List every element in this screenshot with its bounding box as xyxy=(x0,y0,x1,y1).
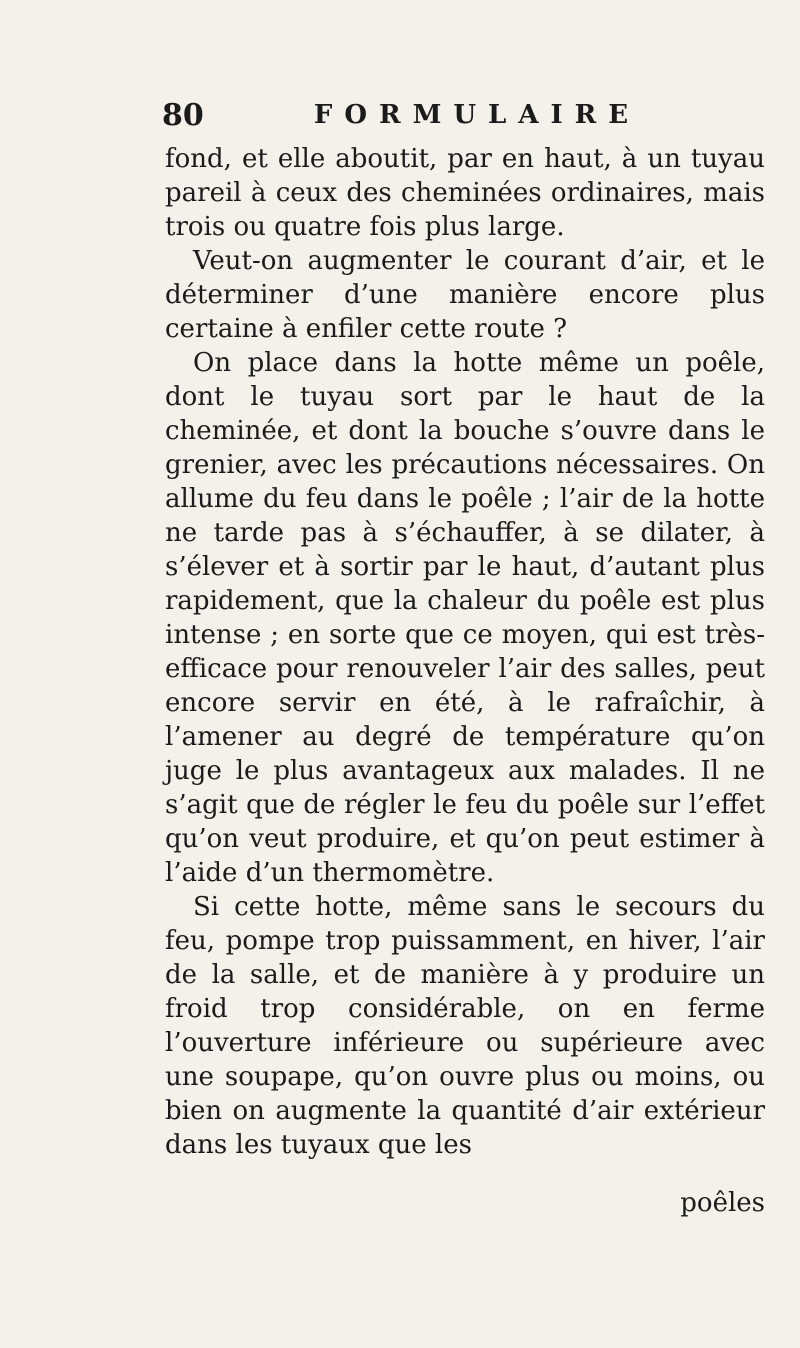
page-number: 80 xyxy=(162,98,204,133)
paragraph-4: Si cette hotte, même sans le secours du feu, pompe trop puissamment, en hiver, l’air de la salle, et de manière à y produire un froid trop considérable, on en ferme l’ouverture inférieure ou supérieure avec une soupape, qu’on ouvre plus ou moins, ou bien on augmente la quantité d’air extérieur dans les tuyaux que les xyxy=(165,892,765,1160)
page-header xyxy=(162,98,762,138)
paragraph-1: fond, et elle aboutit, par en haut, à un tuyau pareil à ceux des cheminées ordinaires, mais trois ou quatre fois plus large. xyxy=(165,144,765,242)
body-text xyxy=(165,142,765,1162)
paragraph-3: On place dans la hotte même un poêle, dont le tuyau sort par le haut de la cheminée, et dont la bouche s’ouvre dans le grenier, avec les précautions nécessaires. On allume du feu dans le poêle ; l’air de la hotte ne tarde pas à s’échauffer, à se dilater, à s’élever et à sortir par le haut, d’autant plus rapidement, que la chaleur du poêle est plus intense ; en sorte que ce moyen, qui est très-efficace pour renouveler l’air des salles, peut encore servir en été, à le rafraîchir, à l’amener au degré de température qu’on juge le plus avantageux aux malades. Il ne s’agit que de régler le feu du poêle sur l’effet qu’on veut produire, et qu’on peut estimer à l’aide d’un thermomètre. xyxy=(165,348,765,888)
paragraph-2: Veut-on augmenter le courant d’air, et le déterminer d’une manière encore plus certaine à enfiler cette route ? xyxy=(165,246,765,344)
running-title: FORMULAIRE xyxy=(313,100,641,130)
catchword: poêles xyxy=(680,1188,765,1218)
